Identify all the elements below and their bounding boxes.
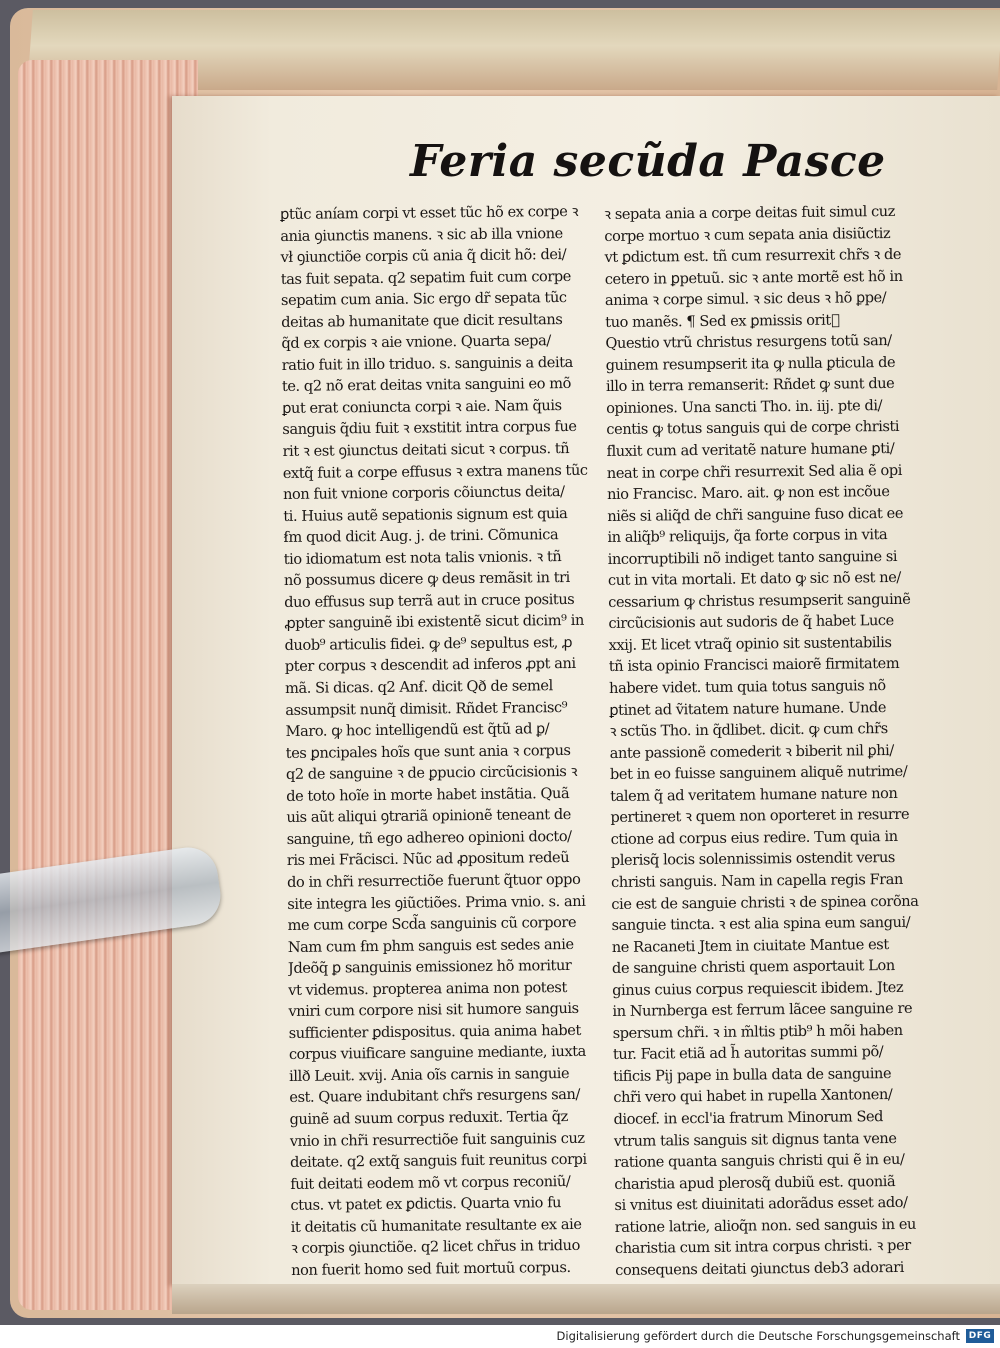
text-line: cie est de sanguie christi ꝛ de spinea corõna	[611, 892, 919, 913]
text-line: illð Leuit. xvij. Ania oĩs carnis in sanguie	[289, 1064, 570, 1085]
text-line: anima ꝛ corpe simul. ꝛ sic deus ꝛ hõ ꝑpe/	[604, 289, 887, 310]
page-bottom-edge	[172, 1284, 1000, 1314]
text-line: sanguie tincta. ꝛ est alia spina eum sangui/	[611, 913, 911, 935]
text-line: centis ꝙ totus sanguis qui de corpe christi	[606, 418, 900, 439]
text-line: guinem resumpserit ita ꝙ nulla ꝑticula de	[605, 353, 896, 374]
text-line: habere videt. tum quia totus sanguis nõ	[608, 677, 886, 698]
text-line: non fuit vnione corporis cõiunctus deita/	[282, 483, 565, 504]
text-line: ꝑtinet ad ṽitatem nature humane. Unde	[609, 698, 887, 719]
text-line: si vnitus est diuinitati adorãdus esset ado/	[614, 1194, 908, 1215]
text-line: ris mei Frãcisci. Nũc ad ꝓpositum redeũ	[286, 849, 570, 870]
text-line: me cum corpe Scd̃a sanguinis cũ corpore	[287, 913, 577, 935]
text-line: incorruptibili nõ indiget tanto sanguine si	[607, 547, 898, 568]
text-line: Jdeõq̃ ꝑ sanguinis emissionez hõ moritur	[287, 957, 572, 978]
text-line: fluxit cum ad veritatẽ nature humane ꝑti/	[606, 439, 895, 461]
text-line: site integra les ꝯiũctiões. Prima vnio. s. ani	[287, 892, 586, 913]
text-line: sufficienter ꝑdispositus. quia anima habet	[288, 1021, 581, 1042]
text-line: ratione latrie, alioq̃n non. sed sanguis in eu	[614, 1215, 917, 1236]
text-line: extq̃ fuit a corpe effusus ꝛ extra manens tũc	[282, 461, 588, 482]
text-line: spersum chr̃i. ꝛ in m̃ltis ptib⁹ h mõi haben	[612, 1021, 903, 1042]
text-line: ꝛ corpis ꝯiunctiõe. q2 licet chr̃us in triduo	[290, 1237, 581, 1258]
text-line: tuo manẽs. ¶ Sed ex ꝑmissis oritᷣ	[605, 311, 840, 331]
text-line: in Nurnberga est ferrum lãcee sanguine re	[612, 1000, 913, 1021]
text-line: de sanguine christi quem asportauit Lon	[611, 957, 895, 978]
text-column-left	[280, 200, 627, 1281]
text-line: corpe mortuo ꝛ cum sepata ania disiũctiz	[604, 224, 891, 245]
text-line: ante passionẽ comederit ꝛ biberit nil ꝑhi/	[609, 741, 894, 762]
text-line: tificis Pij pape in bulla data de sanguine	[613, 1064, 892, 1085]
text-line: q̃d ex corpis ꝛ aie vnione. Quarta sepa/	[281, 332, 551, 353]
text-line: est. Quare indubitant chr̃s resurgens san/	[289, 1086, 581, 1107]
text-line: opiniones. Una sancti Tho. in. iij. pte di/	[606, 397, 883, 417]
text-line: consequens deitati ꝯiunctus deb3 adorari	[615, 1258, 905, 1279]
text-line: vt videmus. propterea anima non potest	[288, 978, 567, 999]
page-heading: Feria secũda Pasce	[410, 136, 886, 187]
text-line: uis aũt aliqui ꝯtrariã opinionẽ teneant de	[286, 806, 572, 827]
text-line: fuit deitati eodem mõ vt corpus reconiũ/	[290, 1172, 571, 1193]
text-line: de toto hoĩe in morte habet instãtia. Quã	[286, 784, 570, 805]
text-line: Maro. ꝙ hoc intelligendũ est q̃tũ ad ꝑ/	[285, 720, 550, 741]
text-line: tas fuit sepata. q2 sepatim fuit cum corpe	[280, 267, 572, 288]
text-line: chr̃i vero qui habet in rupella Xantonen/	[613, 1086, 893, 1107]
text-line: corpus viuificare sanguine mediante, iuxta	[288, 1043, 586, 1064]
text-column-right	[604, 201, 945, 1282]
text-line: pter corpus ꝛ descendit ad inferos ꝓpt ani	[284, 655, 576, 676]
text-line: diocef. in eccl'ia fratrum Minorum Sed	[613, 1108, 884, 1128]
text-line: tur. Facit etiã ad h̃ autoritas summi põ/	[612, 1043, 884, 1064]
text-line: ne Racaneti Jtem in ciuitate Mantue est	[611, 935, 889, 956]
text-line: mã. Si dicas. q2 Anẜ. dicit Qð de semel	[284, 677, 553, 698]
text-line: illo in terra remanserit: Rñdet ꝙ sunt due	[605, 375, 895, 396]
text-line: guinẽ ad suum corpus reduxit. Tertia q̃z	[289, 1108, 568, 1128]
text-line: duob⁹ articulis fidei. ꝙ de⁹ sepultus est, ꝓ	[284, 633, 573, 654]
text-line: do in chr̃i resurrectiõe fuerunt q̃tuor oppo	[287, 870, 581, 891]
text-line: Nam cum ẜm phm sanguis est sedes anie	[287, 935, 574, 956]
text-line: ꝑtũc aníam corpi vt esset tũc hõ ex corpe ꝛ	[280, 202, 579, 223]
text-line: nio Francisc. Maro. ait. ꝙ non est incõue	[606, 483, 890, 504]
text-line: ctione ad corpus eius redire. Tum quia in	[610, 827, 898, 848]
text-line: xxij. Et licet vtraq̃ opinio sit sustentabilis	[608, 633, 892, 654]
text-line: ẜm quod dicit Aug. j. de trini. Cõmunica	[283, 526, 559, 547]
text-line: assumpsit nunq̃ dimisit. Rñdet Francisc⁹	[285, 698, 568, 719]
text-line: tes ꝑncipales hoĩs que sunt ania ꝛ corpus	[285, 741, 571, 762]
page-fore-edge	[18, 60, 198, 1310]
text-line: ctus. vt patet ex ꝑdictis. Quarta vnio fu	[290, 1194, 562, 1215]
text-line: sepatim cum ania. Sic ergo dr̃ sepata tũc	[280, 289, 567, 310]
funding-credit: Digitalisierung gefördert durch die Deutsche Forschungsgemeinschaft	[556, 1329, 960, 1343]
text-line: ratione quanta sanguis christi qui ẽ in eu/	[613, 1150, 905, 1172]
text-line: tñ ista opinio Francisci maiorẽ firmitatem	[608, 655, 900, 676]
text-line: cessarium ꝙ christus resumpserit sanguinẽ	[608, 590, 911, 611]
dfg-logo: DFG	[966, 1329, 994, 1343]
text-line: plerisq̃ locis solennissimis ostendit verus	[610, 849, 895, 870]
text-line: q2 de sanguine ꝛ de ꝑpucio circũcisionis ꝛ	[285, 763, 578, 784]
text-line: ꝓpter sanguinẽ ibi existentẽ sicut dicim⁹ in	[284, 612, 584, 633]
footer-bar	[0, 1325, 1000, 1348]
text-line: it deitatis cũ humanitate resultante ex aie	[290, 1215, 582, 1236]
text-line: sanguis q̃diu fuit ꝛ exstitit intra corpus fue	[282, 418, 577, 439]
text-line: pertineret ꝛ quem non oporteret in resurre	[610, 806, 910, 827]
text-line: circũcisionis aut sudoris de q̃ habet Luce	[608, 612, 894, 633]
text-line: nõ possumus dicere ꝙ deus remãsit in tri	[283, 569, 570, 590]
text-line: ratio fuit in illo triduo. s. sanguinis a deita	[281, 353, 573, 374]
text-line: duo effusus sup terrã aut in cruce positus	[284, 590, 575, 611]
text-line: ꝑut erat coniuncta corpi ꝛ aie. Nam q̃uis	[282, 396, 562, 417]
text-line: deitas ab humanitate que dicit resultans	[281, 310, 563, 331]
text-line: in aliq̃b⁹ reliquijs, q̃a forte corpus in vita	[607, 526, 888, 547]
text-line: te. q2 nõ erat deitas vnita sanguini eo mõ	[281, 375, 572, 396]
text-line: ti. Huius autẽ sepationis signum est quia	[283, 504, 568, 525]
text-line: ꝛ sctũs Tho. in q̃dlibet. dicit. ꝙ cum chr̃s	[609, 720, 888, 741]
text-line: Questio vtrũ christus resurgens totũ san/	[605, 332, 892, 353]
text-line: cetero in ꝑpetuũ. sic ꝛ ante mortẽ est hõ in	[604, 267, 903, 288]
text-line: sanguine, tñ ego adhereo opinioni docto/	[286, 827, 572, 848]
text-line: ania ꝯiunctis manens. ꝛ sic ab illa vnione	[280, 224, 563, 245]
text-line: vt ꝑdictum est. tñ cum resurrexit chr̃s ꝛ de	[604, 245, 902, 267]
text-line: neat in corpe chr̃i resurrexit Sed alia ẽ opi	[606, 461, 902, 482]
text-line: deitate. q2 extq̃ sanguis fuit reunitus corpi	[289, 1150, 587, 1172]
text-line: charistia cum sit intra corpus christi. ꝛ per	[614, 1237, 911, 1258]
text-line: talem q̃ ad veritatem humane nature non	[610, 784, 898, 805]
text-line: tio idiomatum est nota talis vnionis. ꝛ tñ	[283, 547, 562, 568]
text-line: charistia apud plerosq̃ dubiũ est. quoniã	[614, 1172, 896, 1193]
text-line: ꝛ sepata ania a corpe deitas fuit simul cuz	[604, 202, 896, 223]
text-line: non fuerit homo sed fuit mortuũ corpus.	[291, 1258, 571, 1279]
text-line: vnio in chr̃i resurrectiõe fuit sanguinis cuz	[289, 1129, 585, 1150]
text-line: vniri cum corpore nisi sit humore sanguis	[288, 1000, 579, 1021]
text-line: vtrum talis sanguis sit dignus tanta vene	[613, 1129, 897, 1150]
text-line: cut in vita mortali. Et dato ꝙ sic nõ est ne/	[607, 569, 901, 590]
text-line: bet in eo fuisse sanguinem aliquẽ nutrime/	[609, 763, 908, 784]
text-line: ginus cuius corpus requiescit ibidem. Jtez	[612, 978, 904, 999]
text-line: niẽs si aliq̃d de chr̃i sanguine fuso dicat ee	[607, 504, 904, 525]
text-line: rit ꝛ est ꝯiunctus deitati sicut ꝛ corpus. tñ	[282, 440, 570, 461]
text-line: vł ꝯiunctiõe corpis cũ ania q̃ dicit hõ: dei/	[280, 246, 567, 267]
text-line: christi sanguis. Nam in capella regis Fran	[611, 870, 904, 891]
